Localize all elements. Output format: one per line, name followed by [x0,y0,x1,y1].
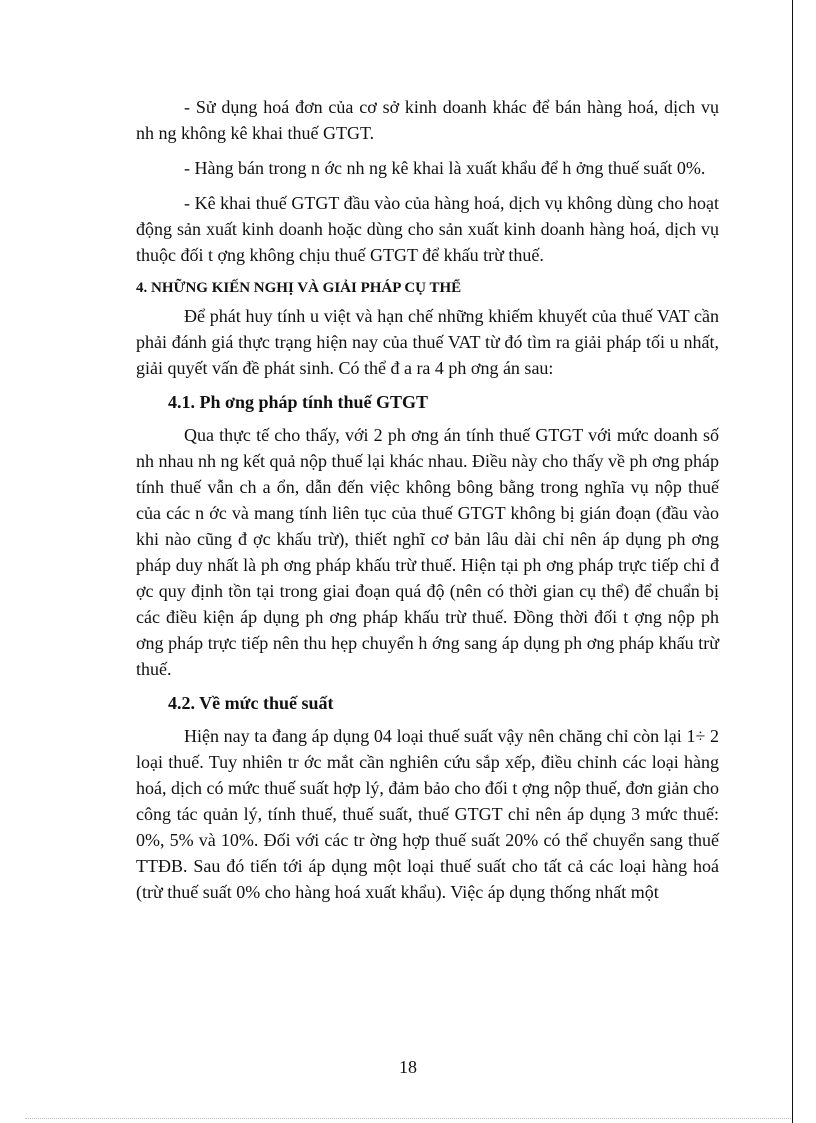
section-4-1-body: Qua thực tế cho thấy, với 2 ph ơng án tính thuế GTGT với mức doanh số nh nhau nh ng kết quả nộp thuế lại khác nhau. Điều này cho thấy về ph ơng pháp tính thuế vẫn ch a ổn, dẫn đến việc không bông bằng trong nghĩa vụ nộp thuế của các n ớc và mang tính liên tục của thuế GTGT không bị gián đoạn (đầu vào khi nào cũng đ ợc khấu trừ), thiết nghĩ cơ bản lâu dài chỉ nên áp dụng ph ơng pháp duy nhất là ph ơng pháp khấu trừ thuế. Hiện tại ph ơng pháp trực tiếp chỉ đ ợc quy định tồn tại trong giai đoạn quá độ (nên có thời gian cụ thể) để chuẩn bị các điều kiện áp dụng ph ơng pháp khấu trừ thuế. Đồng thời đối t ợng nộp ph ơng pháp trực tiếp nên thu hẹp chuyển h ớng sang áp dụng ph ơng pháp khấu trừ thuế. [136,425,719,679]
section-4-2-heading: 4.2. Về mức thuế suất [168,693,334,713]
paragraph-export-declaration: - Hàng bán trong n ớc nh ng kê khai là xuất khẩu để h ởng thuế suất 0%. [184,158,706,178]
page-border-right [792,0,793,1123]
section-4-heading: 4. NHỮNG KIẾN NGHỊ VÀ GIẢI PHÁP CỤ THỂ [136,280,462,296]
page-number: 18 [399,1057,417,1077]
paragraph-invoice-misuse: - Sử dụng hoá đơn của cơ sở kinh doanh khác để bán hàng hoá, dịch vụ nh ng không kê khai thuế GTGT. [136,97,719,143]
paragraph-input-vat-declaration: - Kê khai thuế GTGT đầu vào của hàng hoá, dịch vụ không dùng cho hoạt động sản xuất kinh doanh hoặc dùng cho sản xuất kinh doanh hàng hoá, dịch vụ thuộc đối t ợng không chịu thuế GTGT để khấu trừ thuế. [136,193,719,265]
page-body [136,94,719,914]
page-bottom-divider [25,1118,791,1119]
section-4-1-heading: 4.1. Ph ơng pháp tính thuế GTGT [168,392,429,412]
section-4-intro: Để phát huy tính u việt và hạn chế những khiếm khuyết của thuế VAT cần phải đánh giá thực trạng hiện nay của thuế VAT từ đó tìm ra giải pháp tối u nhất, giải quyết vấn đề phát sinh. Có thể đ a ra 4 ph ơng án sau: [136,306,719,378]
section-4-2-body: Hiện nay ta đang áp dụng 04 loại thuế suất vậy nên chăng chỉ còn lại 1÷ 2 loại thuế. Tuy nhiên tr ớc mắt cần nghiên cứu sắp xếp, điều chỉnh các loại hàng hoá, dịch có mức thuế suất hợp lý, đảm bảo cho đối t ợng nộp thuế, đơn giản cho công tác quản lý, tính thuế, thuế suất, thuế GTGT chỉ nên áp dụng 3 mức thuế: 0%, 5% và 10%. Đối với các tr ờng hợp thuế suất 20% có thể chuyển sang thuế TTĐB. Sau đó tiến tới áp dụng một loại thuế suất cho tất cả các loại hàng hoá (trừ thuế suất 0% cho hàng hoá xuất khẩu). Việc áp dụng thống nhất một [136,726,719,902]
